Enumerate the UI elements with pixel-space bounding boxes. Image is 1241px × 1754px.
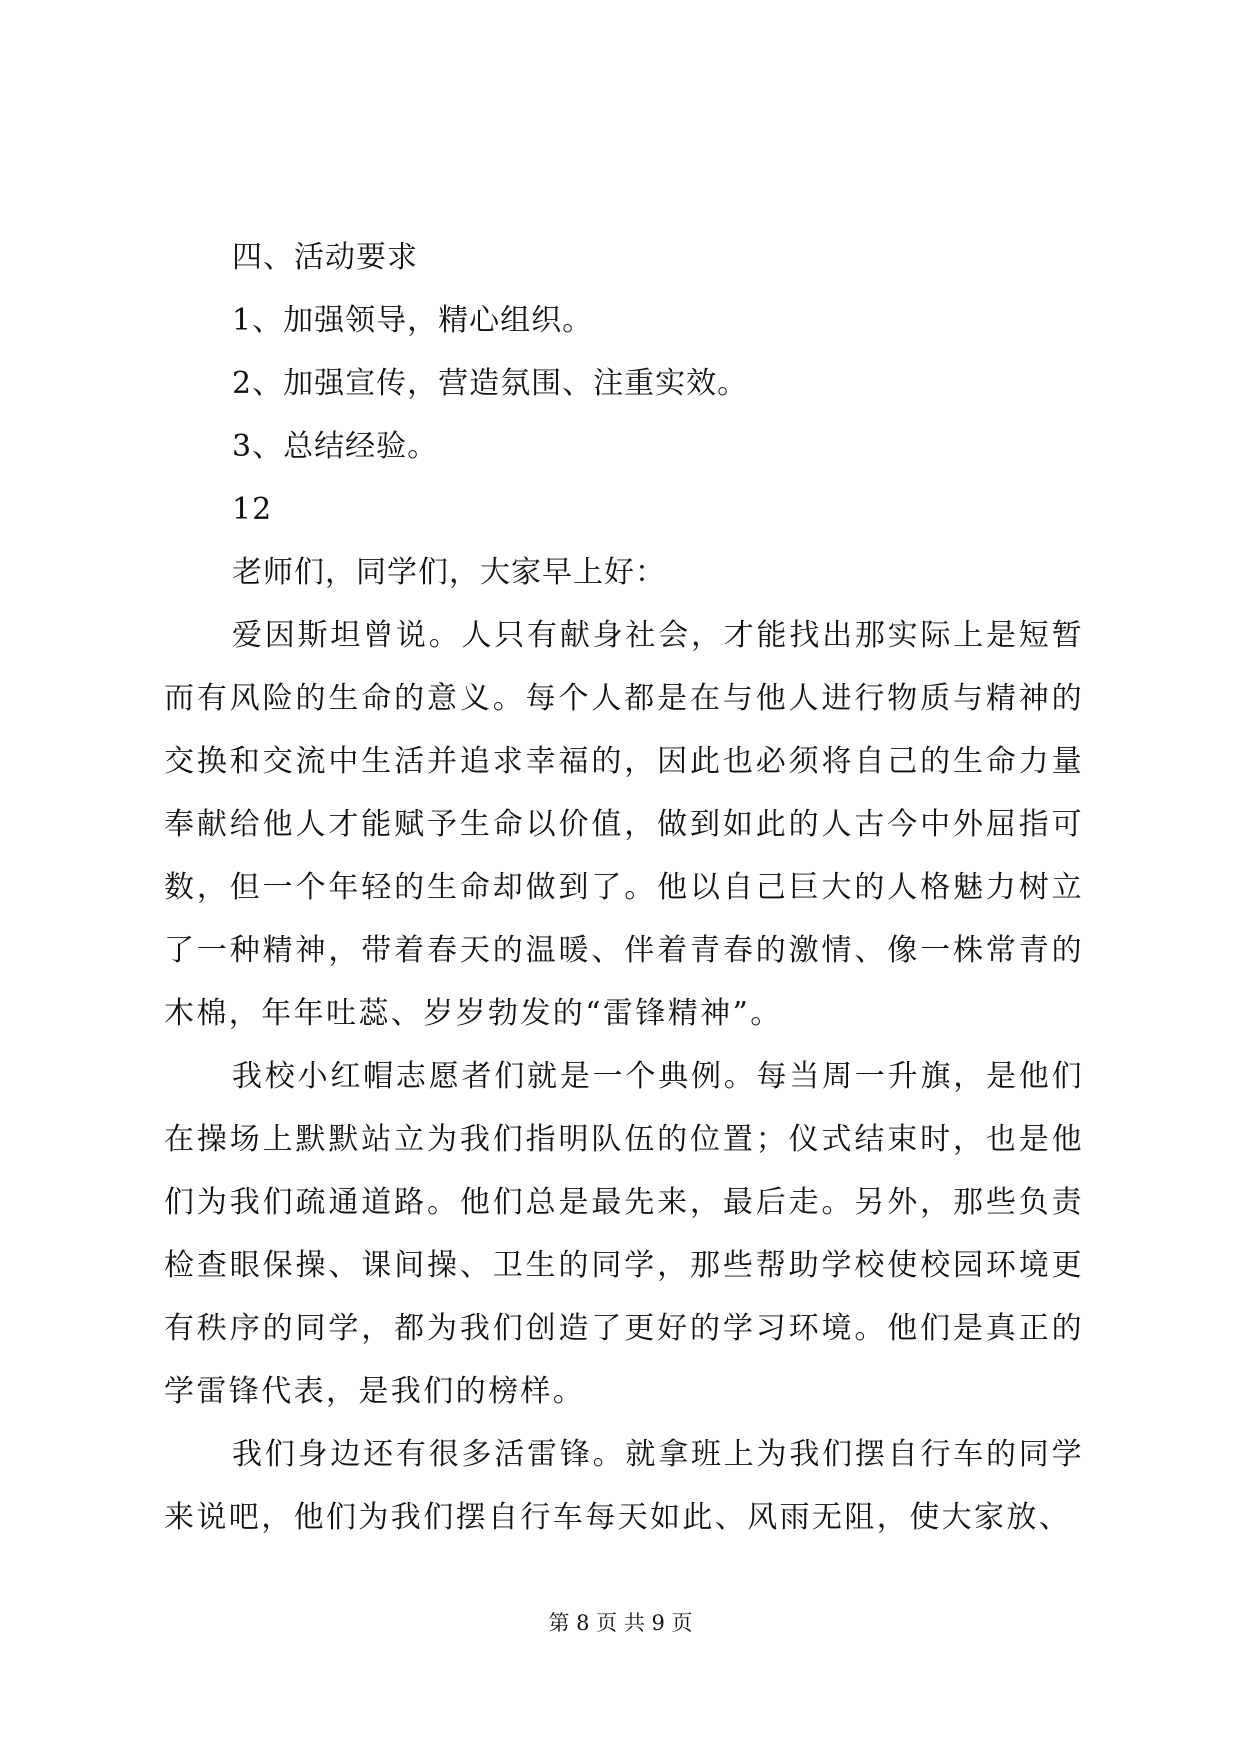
section-number: 12 — [232, 492, 273, 527]
greeting: 老师们，同学们，大家早上好： — [232, 555, 666, 590]
paragraph: 我校小红帽志愿者们就是一个典例。每当周一升旗，是他们在操场上默默站立为我们指明队伍的位置；仪式结束时，也是他们为我们疏通道路。他们总是最先来，最后走。另外，那些负责检查眼保操、课间操、卫生的同学，那些帮助学校使校园环境更有秩序的同学，都为我们创造了更好的学习环境。他们是真正的学雷锋代表，是我们的榜样。 — [164, 1059, 1084, 1409]
list-item: 2、加强宣传，营造氛围、注重实效。 — [232, 366, 749, 401]
paragraph: 爱因斯坦曾说。人只有献身社会，才能找出那实际上是短暂而有风险的生命的意义。每个人都是在与他人进行物质与精神的交换和交流中生活并追求幸福的，因此也必须将自己的生命力量奉献给他人才能赋予生命以价值，做到如此的人古今中外屈指可数，但一个年轻的生命却做到了。他以自己巨大的人格魅力树立了一种精神，带着春天的温暖、伴着青春的激情、像一株常青的木棉，年年吐蕊、岁岁勃发的“雷锋精神”。 — [164, 618, 1084, 1031]
document-body — [164, 226, 1084, 1549]
list-item: 1、加强领导，精心组织。 — [232, 303, 594, 338]
page-footer: 第 8 页 共 9 页 — [548, 1611, 693, 1635]
list-item: 3、总结经验。 — [232, 429, 439, 464]
section-heading: 四、活动要求 — [232, 240, 418, 275]
paragraph: 我们身边还有很多活雷锋。就拿班上为我们摆自行车的同学来说吧，他们为我们摆自行车每天如此、风雨无阻，使大家放、 — [164, 1437, 1084, 1535]
